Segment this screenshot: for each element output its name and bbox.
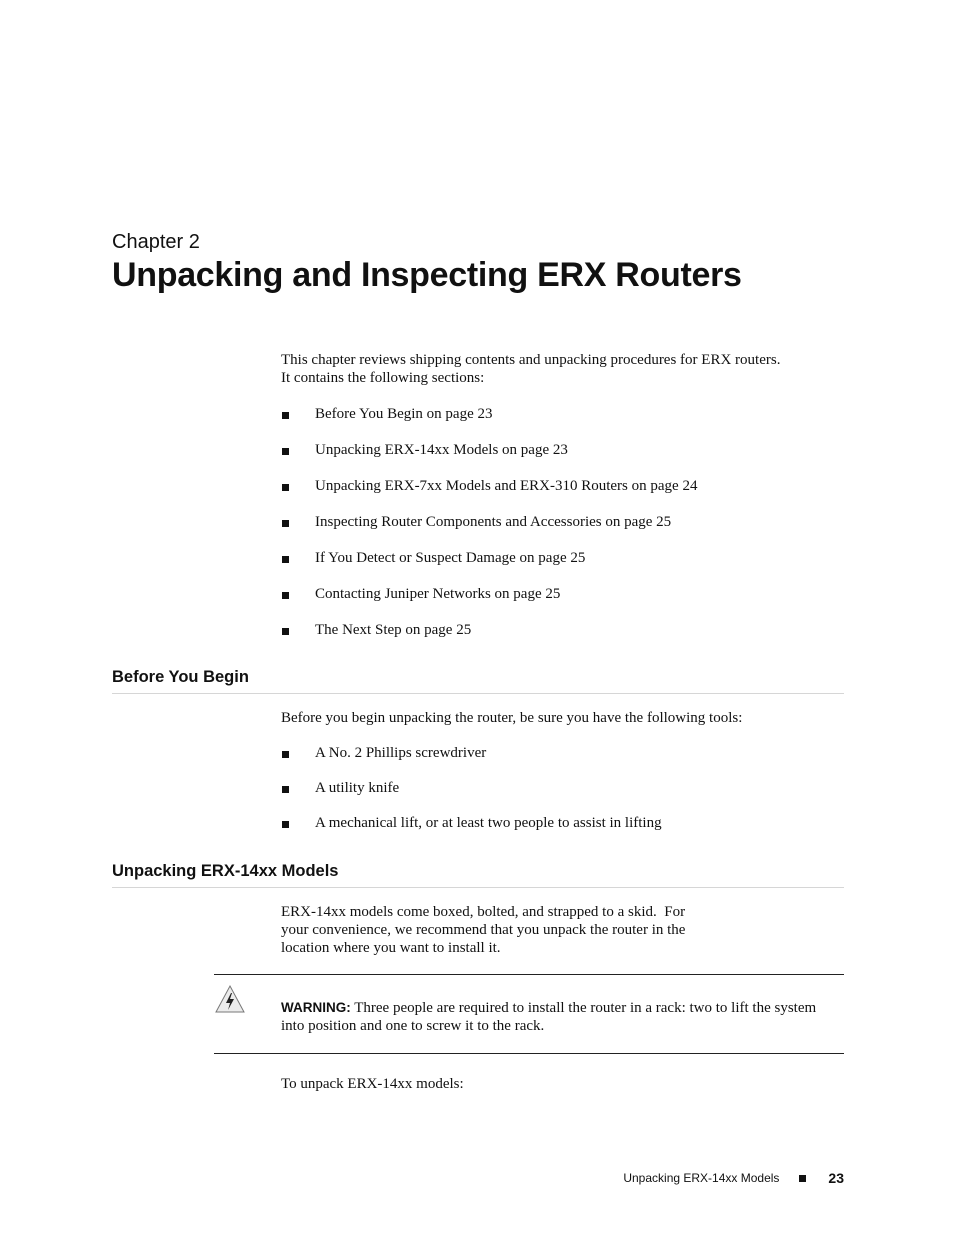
warning-label: WARNING: [281, 1000, 351, 1015]
unpacking-line-1: ERX-14xx models come boxed, bolted, and strapped to a skid. For [281, 904, 686, 920]
warning-triangle-icon [214, 984, 246, 1014]
footer-bullet-icon [799, 1175, 806, 1182]
unpacking-line-3: location where you want to install it. [281, 940, 501, 956]
chapter-label: Chapter 2 [112, 231, 200, 253]
before-you-begin-paragraph: Before you begin unpacking the router, be sure you have the following tools: [281, 710, 743, 726]
list-item: Unpacking ERX-7xx Models and ERX-310 Routers on page 24 [281, 477, 697, 495]
list-item: A mechanical lift, or at least two people to assist in lifting [281, 814, 662, 832]
bullet-icon [282, 751, 289, 758]
page-number: 23 [828, 1170, 844, 1186]
footer-section-title: Unpacking ERX-14xx Models [623, 1171, 780, 1185]
list-item: Before You Begin on page 23 [281, 405, 697, 423]
warning-body: Three people are required to install the router in a rack: two to lift the system into position and one to screw it to the rack. [281, 1000, 817, 1034]
list-item: A No. 2 Phillips screwdriver [281, 744, 662, 762]
warning-top-rule [214, 974, 844, 975]
bullet-icon [282, 592, 289, 599]
unpacking-paragraph [281, 903, 851, 957]
intro-line-2: It contains the following sections: [281, 370, 485, 386]
list-item: Unpacking ERX-14xx Models on page 23 [281, 441, 697, 459]
bullet-icon [282, 412, 289, 419]
warning-bottom-rule [214, 1053, 844, 1054]
list-item: Inspecting Router Components and Accessories on page 25 [281, 513, 697, 531]
list-item: Contacting Juniper Networks on page 25 [281, 585, 697, 603]
bullet-icon [282, 556, 289, 563]
bullet-icon [282, 448, 289, 455]
intro-paragraph [281, 351, 851, 387]
bullet-icon [282, 821, 289, 828]
warning-text [281, 999, 841, 1035]
unpacking-line-2: your convenience, we recommend that you unpack the router in the [281, 922, 686, 938]
chapter-title: Unpacking and Inspecting ERX Routers [112, 256, 742, 294]
list-item: If You Detect or Suspect Damage on page 25 [281, 549, 697, 567]
section-heading-unpacking-erx-14xx: Unpacking ERX-14xx Models [112, 862, 844, 888]
bullet-icon [282, 628, 289, 635]
tools-list [281, 744, 662, 832]
bullet-icon [282, 520, 289, 527]
intro-line-1: This chapter reviews shipping contents and unpacking procedures for ERX routers. [281, 352, 781, 368]
section-list [281, 405, 697, 639]
list-item: The Next Step on page 25 [281, 621, 697, 639]
bullet-icon [282, 484, 289, 491]
list-item: A utility knife [281, 779, 662, 797]
bullet-icon [282, 786, 289, 793]
procedure-intro: To unpack ERX-14xx models: [281, 1076, 464, 1092]
page-footer [623, 1170, 844, 1186]
section-heading-before-you-begin: Before You Begin [112, 668, 844, 694]
